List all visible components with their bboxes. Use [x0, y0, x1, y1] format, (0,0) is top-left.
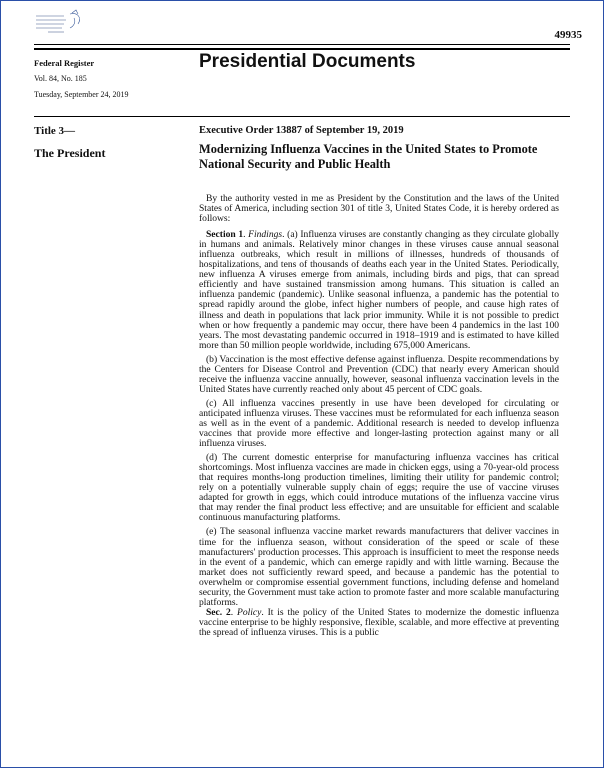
section-1d: (d) The current domestic enterprise for manufacturing influenza vaccines has critical shortcomings. Most influenza vaccines are made in chicken eggs, using a 70-year-old process that requires months-long production timelines, limiting their utility for pandemic control; rely on a potentially vulnerable supply chain of eggs; require the use of vaccine viruses adapted for growth in eggs, which could introduce mutations of the influenza vaccine virus that may render the final product less effective; and are unsuitable for efficient and scalable continuous manufacturing platforms. [199, 452, 559, 524]
section-1b: (b) Vaccination is the most effective defense against influenza. Despite recommendations by the Centers for Disease Control and Prevention (CDC) that nearly every American should receive the influenza vaccine annually, however, seasonal influenza vaccination levels in the United States have currently reached only about 45 percent of CDC goals. [199, 353, 559, 395]
section-1a: Section 1. Findings. (a) Influenza viruses are constantly changing as they circulate globally in humans and animals. Relatively minor changes in these viruses cause annual seasonal influenza outbreaks, which result in millions of illnesses, hundreds of thousands of hospitalizations, and tens of thousands of deaths each year in the United States. Periodically, new influenza A viruses emerge from animals, including birds and pigs, that can spread efficiently and have sustained transmission among humans. This situation is called an influenza pandemic (pandemic). Unlike seasonal influenza, a pandemic has the potential to spread rapidly around the globe, infect higher numbers of people, and cause high rates of illness and death in populations that lack prior immunity. While it is not possible to predict when or how frequently a pandemic may occur, there have been 4 pandemics in the last 100 years. The most devastating pandemic occurred in 1918–1919 and is estimated to have killed more than 50 million people worldwide, including 675,000 Americans. [199, 229, 560, 351]
gpo-logo [34, 8, 88, 36]
section-1e: (e) The seasonal influenza vaccine market rewards manufacturers that deliver vaccines in time for the influenza season, without consideration of the speed or scale of these manufacturers' production processes. This approach is insufficient to meet the response needs in the event of a pandemic, which can emerge rapidly and with little warning. Because the market does not sufficiently reward speed, and because a pandemic has the potential to overwhelm or compromise essential government functions, including defense and homeland security, the Government must take action to promote faster and more scalable manufacturing platforms. [199, 526, 559, 608]
section-1a-text: . (a) Influenza viruses are constantly changing as they circulate globally in humans and animals. Relatively minor changes in these viruses cause annual seasonal influenza outbreaks, which result in millions of illnesses, hundreds of thousands of hospitalizations, and tens of thousands of deaths each year in the United States. Periodically, new influenza A viruses emerge from animals, including birds and pigs, that can spread efficiently and have sustained transmission among humans. This situation is called an influenza pandemic (pandemic). Unlike seasonal influenza, a pandemic has the potential to spread rapidly around the globe, infect higher numbers of people, and cause high rates of illness and death in populations that lack prior immunity. While it is not possible to predict when or how frequently a pandemic may occur, there have been 4 pandemics in the last 100 years. The most devastating pandemic occurred in 1918–1919 and is estimated to have killed more than 50 million people worldwide, including 675,000 Americans. [199, 229, 560, 351]
section-2-text: . It is the policy of the United States to modernize the domestic influenza vaccine enterprise to be highly responsive, flexible, scalable, and more effective at preventing the spread of influenza viruses. This is a public [199, 606, 559, 638]
preamble: By the authority vested in me as President by the Constitution and the laws of the United States of America, including section 301 of title 3, United States Code, it is hereby ordered as follows: [199, 193, 559, 225]
section-2-label: Sec. 2 [206, 606, 231, 618]
president-label: The President [34, 146, 106, 160]
header-rule-thick [34, 48, 570, 50]
page-number: 49935 [554, 29, 582, 41]
title-label: Title 3— [34, 125, 76, 137]
section-1c: (c) All influenza vaccines presently in use have been developed for circulating or anticipated influenza viruses. These vaccines must be reformulated for each influenza season as well as in the event of a pandemic. Additional research is needed to develop influenza vaccines that provide more effective and longer-lasting protection against many or all influenza viruses. [199, 397, 559, 450]
section-2-heading: Policy [237, 606, 262, 618]
section-1-heading: Findings [248, 229, 283, 241]
executive-order-number: Executive Order 13887 of September 19, 2019 [199, 125, 404, 136]
publication-name: Federal Register [34, 58, 95, 68]
section-2: Sec. 2. Policy. It is the policy of the United States to modernize the domestic influenza vaccine enterprise to be highly responsive, flexible, scalable, and more effective at preventing the spread of influenza viruses. This is a public [199, 606, 559, 638]
order-title: Modernizing Influenza Vaccines in the United States to Promote National Security and Public Health [199, 142, 538, 171]
section-rule [34, 116, 570, 117]
publication-date: Tuesday, September 24, 2019 [34, 90, 129, 99]
header-rule-thin [34, 44, 570, 45]
section-1-label: Section 1 [206, 229, 244, 241]
order-body [199, 194, 559, 642]
volume-number: Vol. 84, No. 185 [34, 74, 87, 83]
section-title: Presidential Documents [199, 51, 416, 72]
